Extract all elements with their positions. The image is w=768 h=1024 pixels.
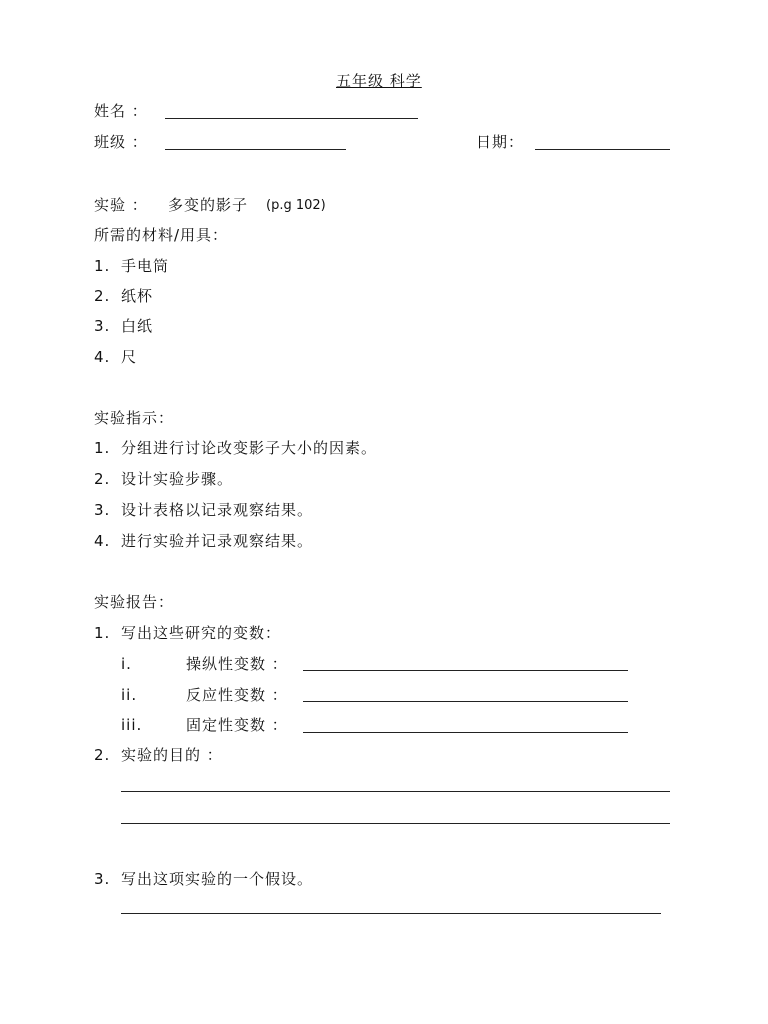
experiment-page-ref: (p.g 102) (266, 198, 326, 213)
material-item: 纸杯 (121, 287, 154, 305)
date-field-line[interactable] (535, 149, 670, 150)
materials-heading: 所需的材料/用具： (94, 226, 229, 244)
responding-variable-answer-line[interactable] (303, 701, 628, 702)
material-item: 尺 (121, 348, 138, 366)
manipulated-variable-answer-line[interactable] (303, 670, 628, 671)
class-field-line[interactable] (165, 149, 346, 150)
question-number: 1. (94, 624, 111, 642)
variable-numeral: ii. (121, 686, 138, 704)
constant-variable-answer-line[interactable] (303, 732, 628, 733)
material-number: 1. (94, 257, 111, 275)
material-number: 3. (94, 317, 111, 335)
question-aim: 实验的目的 ： (121, 746, 223, 764)
variable-label-constant: 固定性变数 ： (186, 716, 288, 734)
question-number: 2. (94, 746, 111, 764)
worksheet-title: 五年级 科学 (336, 72, 422, 90)
instruction-number: 2. (94, 470, 111, 488)
instructions-heading: 实验指示： (94, 409, 175, 427)
material-number: 4. (94, 348, 111, 366)
instruction-number: 4. (94, 532, 111, 550)
instruction-item: 设计表格以记录观察结果。 (121, 501, 314, 519)
instruction-number: 1. (94, 439, 111, 457)
report-heading: 实验报告： (94, 593, 175, 611)
variable-label-responding: 反应性变数 ： (186, 686, 288, 704)
material-item: 白纸 (121, 317, 154, 335)
instruction-number: 3. (94, 501, 111, 519)
aim-answer-line[interactable] (121, 791, 670, 792)
aim-answer-line[interactable] (121, 823, 670, 824)
hypothesis-answer-line[interactable] (121, 913, 661, 914)
class-label: 班级 ： (94, 133, 148, 151)
question-variables: 写出这些研究的变数： (121, 624, 282, 642)
experiment-name: 多变的影子 (168, 196, 249, 214)
question-number: 3. (94, 870, 111, 888)
material-number: 2. (94, 287, 111, 305)
variable-numeral: i. (121, 655, 132, 673)
material-item: 手电筒 (121, 257, 170, 275)
instruction-item: 进行实验并记录观察结果。 (121, 532, 314, 550)
variable-label-manipulated: 操纵性变数 ： (186, 655, 288, 673)
question-hypothesis: 写出这项实验的一个假设。 (121, 870, 314, 888)
experiment-label: 实验 ： (94, 196, 148, 214)
instruction-item: 设计实验步骤。 (121, 470, 234, 488)
date-label: 日期： (476, 133, 525, 151)
instruction-item: 分组进行讨论改变影子大小的因素。 (121, 439, 378, 457)
name-label: 姓名 ： (94, 102, 148, 120)
name-field-line[interactable] (165, 118, 418, 119)
variable-numeral: iii. (121, 716, 143, 734)
